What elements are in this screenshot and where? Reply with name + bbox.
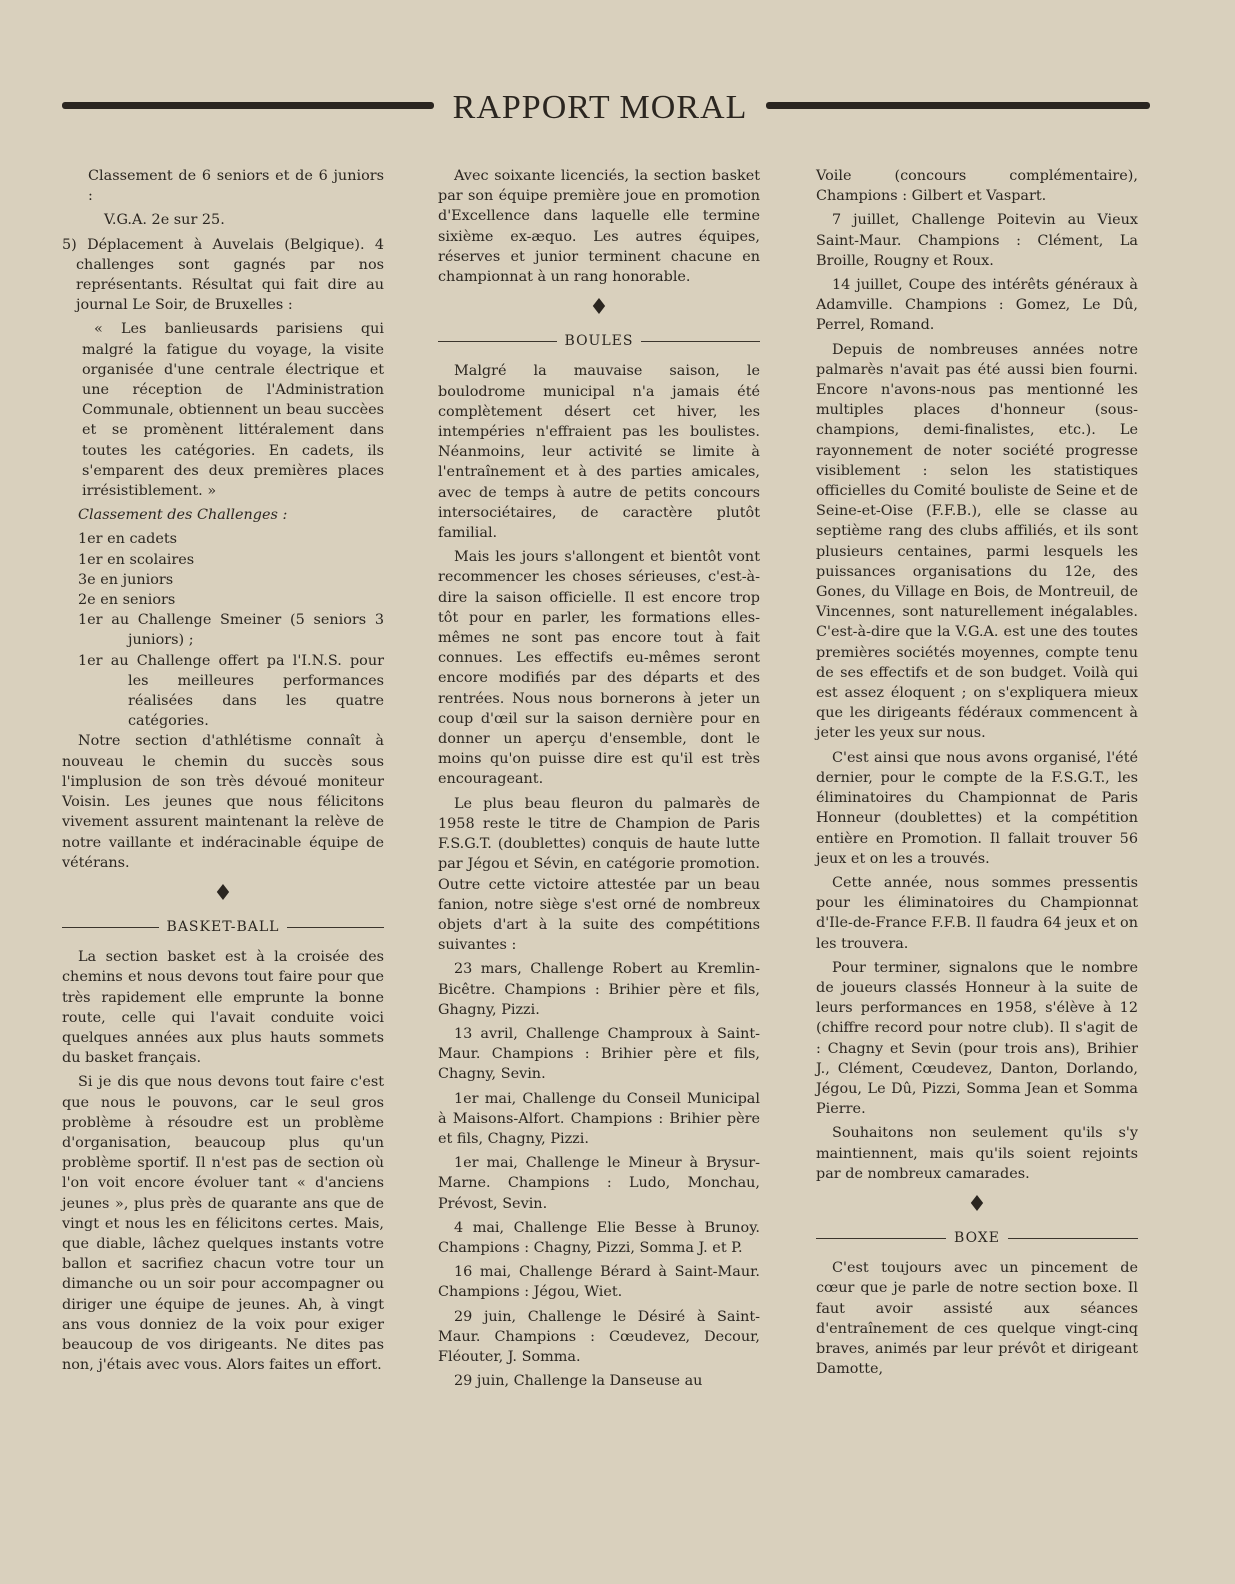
paragraph: 1er mai, Challenge le Mineur à Brysur-Marne. Champions : Ludo, Monchau, Prévost, Sevin. xyxy=(438,1155,760,1212)
page-title: RAPPORT MORAL xyxy=(452,89,748,126)
masthead-rule-left xyxy=(62,102,434,109)
masthead-rule-right xyxy=(766,102,1150,109)
section-title: BOXE xyxy=(954,1229,1000,1246)
heading-rule xyxy=(641,341,760,342)
paragraph: Voile (concours complémentaire), Champions : Gilbert et Vaspart. xyxy=(816,168,1138,205)
section-heading-basket xyxy=(62,917,384,937)
paragraph: Si je dis que nous devons tout faire c'est que nous le pouvons, car le seul gros problème à résoudre est un problème d'organisation, beaucoup plus qu'un problème sportif. Il n'est pas de section où l'on voit encore évoluer tant « d'anciens jeunes », plus près de quarante ans que de vingt et nous les en félicitons certes. Mais, que diable, lâchez quelques instants votre ballon et sacrifiez chacun votre tour un dimanche ou un soir pour accompagner ou diriger une équipe de jeunes. Ah, à vingt ans vous donniez de la voix pour exiger beaucoup de vos dirigeants. Ne dites pas non, j'étais avec vous. Alors faites un effort. xyxy=(62,1074,384,1374)
list-item: 3e en juniors xyxy=(78,571,174,588)
paragraph: V.G.A. 2e sur 25. xyxy=(104,212,225,229)
paragraph: Le plus beau fleuron du palmarès de 1958 reste le titre de Champion de Paris F.S.G.T. (doublettes) conquis de haute lutte par Jégou et Sévin, en catégorie promotion. Outre cette victoire attestée par un beau fanion, notre siège s'est orné de nombreux objets d'art à la suite des compétitions suivantes : xyxy=(438,795,760,954)
paragraph: 16 mai, Challenge Bérard à Saint-Maur. Champions : Jégou, Wiet. xyxy=(438,1264,760,1301)
paragraph: Depuis de nombreuses années notre palmarès n'avait pas été aussi bien fourni. Encore n'avons-nous pas mentionné les multiples places d'honneur (sous-champions, demi-finalistes, etc.). Le rayonnement de noter société progresse visiblement : selon les statistiques officielles du Comité bouliste de Seine et de Seine-et-Oise (F.F.B.), elle se classe au septième rang des clubs affiliés, et ils sont plusieurs centaines, parmi lesquels les puissances organisations du 12e, des Gones, du Village en Bois, de Montreuil, de Vincennes, sont naturellement inégalables. C'est-à-dire que la V.G.A. est une des toutes premières sociétés moyennes, compte tenu de ses effectifs et de son budget. Voilà qui est assez éloquent ; on s'expliquera mieux que les dirigeants fédéraux commencent à jeter les yeux sur nous. xyxy=(816,341,1138,742)
column-1 xyxy=(62,166,384,1379)
paragraph: La section basket est à la croisée des chemins et nous devons tout faire pour que très rapidement elle emprunte la bonne route, celle qui l'avait conduite voici quelques années aux plus hauts sommets du basket français. xyxy=(62,949,384,1067)
paragraph: Mais les jours s'allongent et bientôt vont recommencer les choses sérieuses, c'est-à-dire la saison officielle. Il est encore trop tôt pour en parler, les formations elles-mêmes ne sont pas encore tout à fait connues. Les effectifs eu-mêmes seront encore modifiés par des départs et des rentrées. Nous nous bornerons à jeter un coup d'œil sur la saison dernière pour en donner un aperçu d'ensemble, dont le moins qu'on puisse dire est qu'il est très encourageant. xyxy=(438,549,760,788)
list-item: 1er au Challenge offert pa l'I.N.S. pour les meilleures performances réalisées dans les quatre catégories. xyxy=(78,652,384,730)
list-item: 2e en seniors xyxy=(78,592,176,609)
paragraph: Avec soixante licenciés, la section basket par son équipe première joue en promotion d'Excellence dans laquelle elle termine sixième ex-æquo. Les autres équipes, réserves et junior terminent chacune en championnat à un rang honorable. xyxy=(438,168,760,286)
diamond-ornament: ♦ xyxy=(213,880,233,906)
paragraph: 14 juillet, Coupe des intérêts généraux à Adamville. Champions : Gomez, Le Dû, Perrel, Romand. xyxy=(816,277,1138,334)
list-item: 1er en scolaires xyxy=(78,551,195,568)
paragraph: Cette année, nous sommes pressentis pour les éliminatoires du Championnat d'Ile-de-France F.F.B. Il faudra 64 jeux et on les trouvera. xyxy=(816,874,1138,952)
section-title: BASKET-BALL xyxy=(166,918,280,935)
paragraph: 29 juin, Challenge le Désiré à Saint-Maur. Champions : Cœudevez, Decour, Fléouter, J. Somma. xyxy=(438,1308,760,1365)
paragraph: 4 mai, Challenge Elie Besse à Brunoy. Champions : Chagny, Pizzi, Somma J. et P. xyxy=(438,1219,760,1256)
paragraph: Malgré la mauvaise saison, le boulodrome municipal n'a jamais été complètement désert cet hiver, les intempéries n'effraient pas les boulistes. Néanmoins, leur activité se limite à l'entraînement et à des parties amicales, avec de temps à autre de petits concours intersociétaires, de caractère plutôt familial. xyxy=(438,363,760,542)
paragraph: C'est ainsi que nous avons organisé, l'été dernier, pour le compte de la F.S.G.T., les éliminatoires du Championnat de Paris Honneur (doublettes) et la compétition entière en Promotion. Il fallait trouver 56 jeux et on les a trouvés. xyxy=(816,749,1138,867)
column-2 xyxy=(438,166,760,1395)
section-heading-boxe xyxy=(816,1228,1138,1248)
heading-rule xyxy=(1008,1238,1138,1239)
diamond-ornament: ♦ xyxy=(967,1191,987,1217)
section-heading-boules xyxy=(438,331,760,351)
classement-title: Classement des Challenges : xyxy=(78,507,288,524)
paragraph: C'est toujours avec un pincement de cœur que je parle de notre section boxe. Il faut avoir assisté aux séances d'entraînement de ces quelque vingt-cinq braves, animés par leur prévôt et dirigeant Damotte, xyxy=(816,1260,1138,1378)
heading-rule xyxy=(62,927,159,928)
paragraph: Classement de 6 seniors et de 6 juniors : xyxy=(88,168,384,205)
paragraph: Notre section d'athlétisme connaît à nouveau le chemin du succès sous l'implusion de son très dévoué moniteur Voisin. Les jeunes que nous félicitons vivement assurent maintenant la relève de notre vaillante et indéracinable équipe de vétérans. xyxy=(62,733,384,871)
quote: « Les banlieusards parisiens qui malgré la fatigue du voyage, la visite organisée d'une centrale électrique et une réception de l'Administration Communale, obtiennent un beau succèes et se promènent littéralement dans toutes les catégories. En cadets, ils s'emparent des deux premières places irrésistiblement. » xyxy=(82,321,384,500)
list-item: 1er au Challenge Smeiner (5 seniors 3 juniors) ; xyxy=(78,612,384,649)
paragraph: 7 juillet, Challenge Poitevin au Vieux Saint-Maur. Champions : Clément, La Broille, Rougny et Roux. xyxy=(816,212,1138,269)
paragraph: Pour terminer, signalons que le nombre de joueurs classés Honneur à la suite de leurs performances en 1958, s'élève à 12 (chiffre record pour notre club). Il s'agit de : Chagny et Sevin (pour trois ans), Brihier J., Clément, Cœudevez, Danton, Dorlando, Jégou, Le Dû, Pizzi, Somma Jean et Somma Pierre. xyxy=(816,959,1138,1118)
section-title: BOULES xyxy=(564,333,634,350)
classement-list xyxy=(62,529,384,731)
paragraph: Souhaitons non seulement qu'ils s'y maintiennent, mais qu'ils soient rejoints par de nombreux camarades. xyxy=(816,1125,1138,1182)
paragraph: 29 juin, Challenge la Danseuse au xyxy=(454,1373,703,1390)
heading-rule xyxy=(438,341,557,342)
paragraph: 5) Déplacement à Auvelais (Belgique). 4 challenges sont gagnés par nos représentants. Résultat qui fait dire au journal Le Soir, de Bruxelles : xyxy=(62,236,384,314)
diamond-ornament: ♦ xyxy=(589,295,609,321)
paragraph: 23 mars, Challenge Robert au Kremlin-Bicêtre. Champions : Brihier père et fils, Ghagny, Pizzi. xyxy=(438,961,760,1018)
masthead xyxy=(62,86,1150,134)
list-item: 1er en cadets xyxy=(78,531,178,548)
column-3 xyxy=(816,166,1138,1383)
paragraph: 1er mai, Challenge du Conseil Municipal à Maisons-Alfort. Champions : Brihier père et fils, Chagny, Pizzi. xyxy=(438,1090,760,1147)
heading-rule xyxy=(816,1238,946,1239)
paragraph: 13 avril, Challenge Champroux à Saint-Maur. Champions : Brihier père et fils, Chagny, Sevin. xyxy=(438,1025,760,1083)
heading-rule xyxy=(287,927,384,928)
